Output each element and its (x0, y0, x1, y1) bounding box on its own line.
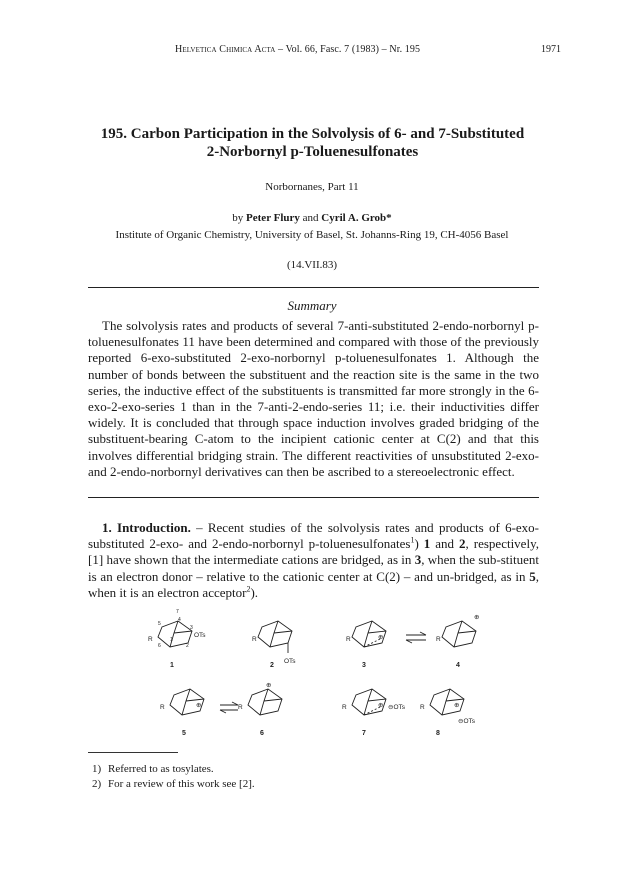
volume-info: – Vol. 66, Fasc. 7 (1983) – Nr. 195 (275, 44, 421, 55)
intro-text-6: , when it is an electron acceptor (88, 568, 539, 600)
structure-4 (442, 621, 476, 647)
substituent-label-6: R (238, 704, 243, 711)
footnote-2 (92, 778, 255, 790)
locant-3: 3 (190, 625, 193, 631)
substituent-label-3: R (346, 636, 351, 643)
journal-name: Helvetica Chimica Acta (175, 44, 276, 55)
substituent-label-4: R (436, 636, 441, 643)
author-2: Cyril A. Grob* (321, 212, 392, 224)
compound-number-4: 4 (456, 662, 460, 669)
received-date: (14.VII.83) (286, 259, 338, 271)
compound-number-5: 5 (182, 730, 186, 737)
intro-text-7: ). (250, 584, 259, 600)
title-line-1: 195. Carbon Participation in the Solvolysis of 6- and 7-Substituted (100, 126, 525, 142)
summary-heading: Summary (287, 298, 337, 313)
intro-text-5: , when the sub-stituent is an electron donor – relative to the cationic center at C(2) – and un-bridged, as in (88, 552, 539, 584)
compound-ref-2: 2 (459, 536, 466, 552)
substituent-label-5: R (160, 704, 165, 711)
byline-and: and (299, 212, 322, 224)
substituent-label-2: R (252, 636, 257, 643)
structure-2 (258, 621, 292, 653)
compound-number-2: 2 (270, 662, 274, 669)
footnote-2-mark: 2) (92, 778, 102, 790)
running-head (175, 44, 420, 55)
compound-ref-3: 3 (414, 552, 422, 568)
locant-7: 7 (176, 609, 179, 615)
locant-5: 5 (158, 621, 161, 627)
locant-1: 1 (170, 637, 173, 643)
summary-bottom-rule (88, 497, 539, 498)
cation-marker-7: ⊕ (378, 702, 384, 709)
page-number: 1971 (541, 44, 561, 55)
footnote-1-mark: 1) (92, 763, 102, 775)
norbornyl-structures-scheme (130, 605, 510, 740)
cation-marker-5: ⊕ (196, 702, 202, 709)
article-subtitle: Norbornanes, Part 11 (265, 181, 359, 193)
author-1: Peter Flury (246, 212, 300, 224)
compound-number-7: 7 (362, 730, 366, 737)
substituent-label-1: R (148, 636, 153, 643)
footnote-2-text: For a review of this work see [2]. (108, 778, 255, 790)
byline (0, 212, 624, 224)
article-title (60, 125, 565, 161)
byline-prefix: by (232, 212, 247, 224)
intro-text-4: , respectively, [1] have shown that the intermediate cations are bridged, as in (88, 536, 539, 568)
footnote-1-text: Referred to as tosylates. (108, 763, 214, 775)
compound-number-1: 1 (170, 662, 174, 669)
ion-pair-label-8: ⊖OTs (458, 718, 476, 725)
cation-marker-8: ⊕ (454, 702, 460, 709)
footnote-rule (88, 752, 178, 753)
title-line-2: 2-Norbornyl p-Toluenesulfonates (206, 144, 419, 160)
intro-text-3: and (430, 536, 460, 552)
equilibrium-arrow-5-6 (220, 702, 238, 713)
substituent-label-7: R (342, 704, 347, 711)
leaving-group-label-2: OTs (284, 658, 296, 665)
cation-marker-4: ⊕ (474, 614, 480, 621)
equilibrium-arrow-3-4 (406, 632, 426, 643)
cation-marker-6: ⊕ (266, 682, 272, 689)
locant-2: 2 (186, 643, 189, 649)
summary-top-rule (88, 287, 539, 288)
footnote-1 (92, 763, 214, 775)
footnote-ref-2[interactable]: 2 (246, 584, 251, 594)
cation-marker-3: ⊕ (378, 634, 384, 641)
compound-ref-5: 5 (529, 568, 536, 584)
introduction-paragraph (88, 520, 539, 601)
affiliation: Institute of Organic Chemistry, University of Basel, St. Johanns-Ring 19, CH-4056 Basel (115, 229, 509, 241)
compound-number-8: 8 (436, 730, 440, 737)
compound-number-6: 6 (260, 730, 264, 737)
locant-6: 6 (158, 643, 161, 649)
structure-6 (248, 689, 282, 715)
intro-heading: 1. Introduction. (102, 520, 191, 535)
substituent-label-8: R (420, 704, 425, 711)
summary-text: The solvolysis rates and products of several 7-anti-substituted 2-endo-norbornyl p-toluenesulfonates 11 have been determined and compared with those of the previously reported 6-exo-substituted 2-exo-norbornyl p-toluenesulfonates 1. Although the number of bonds between the substituent and the reaction site is the same in the two series, the inductive effect of the substituents is transmitted far more strongly in the 6-exo-2-exo-series 1 than in the 7-anti-2-endo-series 11; i.e. their inductivities differ widely. It is concluded that through space induction involves graded bridging of the substituent-bearing C-atom to the incipient cationic center at C(2) and that this involves differential bridging strain. The different reactivities of unsubstituted 2-exo- and 2-endo-norbornyl derivatives can then be ascribed to a stereoelectronic effect. (88, 318, 539, 479)
compound-ref-1: 1 (423, 536, 431, 552)
intro-text-2: ) (414, 536, 424, 552)
compound-number-3: 3 (362, 662, 366, 669)
locant-4: 4 (178, 617, 181, 623)
ion-pair-label-7: ⊖OTs (388, 704, 406, 711)
footnote-ref-1[interactable]: 1 (410, 535, 415, 545)
leaving-group-label-1: OTs (194, 632, 206, 639)
intro-text-1: – Recent studies of the solvolysis rates and products of 6-exo-substituted 2-exo- and 2-endo-norbornyl p-toluenesulfonates (88, 520, 540, 552)
